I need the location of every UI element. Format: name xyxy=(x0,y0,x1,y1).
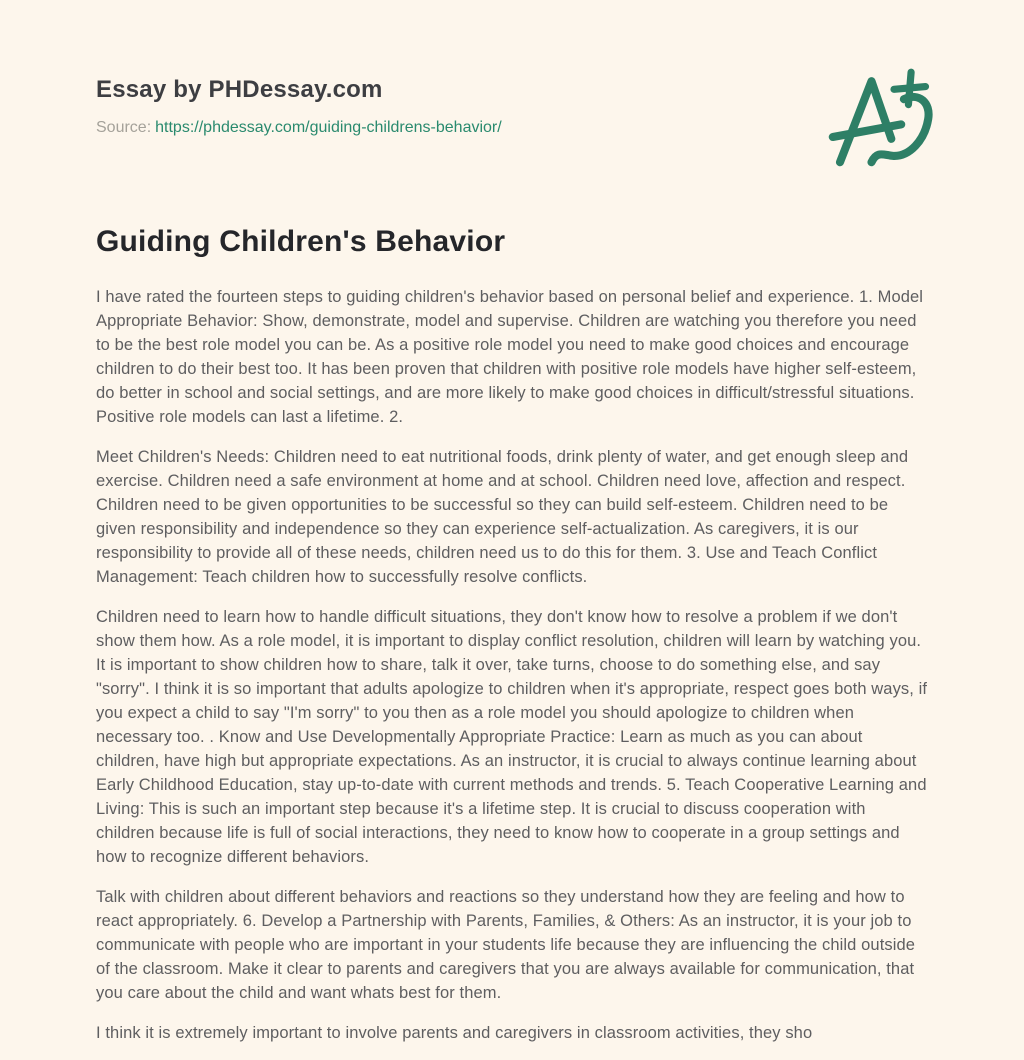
essay-paragraph: I think it is extremely important to involve parents and caregivers in classroom activities, they sho xyxy=(96,1024,813,1042)
a-plus-logo-icon xyxy=(822,64,948,174)
page-header xyxy=(96,76,928,137)
source-line xyxy=(96,119,928,137)
essay-byline: Essay by PHDessay.com xyxy=(96,76,383,103)
essay-title: Guiding Children's Behavior xyxy=(96,225,506,258)
essay-paragraph: I have rated the fourteen steps to guiding children's behavior based on personal belief and experience. 1. Model Appropriate Behavior: Show, demonstrate, model and supervise. Children are watching you therefore you need to be the best role model you can be. As a positive role model you need to make good choices and encourage children to do their best too. It has been proven that children with positive role models have higher self-esteem, do better in school and social settings, and are more likely to make good choices in difficult/stressful situations. Positive role models can last a lifetime. 2. xyxy=(96,288,924,426)
essay-body xyxy=(96,285,928,1045)
source-label: Source: xyxy=(96,119,152,136)
essay-paragraph: Meet Children's Needs: Children need to eat nutritional foods, drink plenty of water, and get enough sleep and exercise. Children need a safe environment at home and at school. Children need love, affection and respect. Children need to be given opportunities to be successful so they can build self-esteem. Children need to be given responsibility and independence so they can experience self-actualization. As caregivers, it is our responsibility to provide all of these needs, children need us to do this for them. 3. Use and Teach Conflict Management: Teach children how to successfully resolve conflicts. xyxy=(96,448,909,586)
essay-paragraph: Children need to learn how to handle difficult situations, they don't know how to resolve a problem if we don't show them how. As a role model, it is important to display conflict resolution, children will learn by watching you. It is important to show children how to share, talk it over, take turns, choose to do something else, and say "sorry". I think it is so important that adults apologize to children when it's appropriate, respect goes both ways, if you expect a child to say "I'm sorry" to you then as a role model you should apologize to children when necessary too. . Know and Use Developmentally Appropriate Practice: Learn as much as you can about children, have high but appropriate expectations. As an instructor, it is crucial to always continue learning about Early Childhood Education, stay up-to-date with current methods and trends. 5. Teach Cooperative Learning and Living: This is such an important step because it's a lifetime step. It is crucial to discuss cooperation with children because life is full of social interactions, they need to know how to cooperate in a group settings and how to recognize different behaviors. xyxy=(96,608,928,866)
essay-paragraph: Talk with children about different behaviors and reactions so they understand how they are feeling and how to react appropriately. 6. Develop a Partnership with Parents, Families, & Others: As an instructor, it is your job to communicate with people who are important in your students life because they are influencing the child outside of the classroom. Make it clear to parents and caregivers that you are always available for communication, that you care about the child and want whats best for them. xyxy=(96,888,916,1002)
source-link[interactable]: https://phdessay.com/guiding-childrens-behavior/ xyxy=(155,119,502,136)
